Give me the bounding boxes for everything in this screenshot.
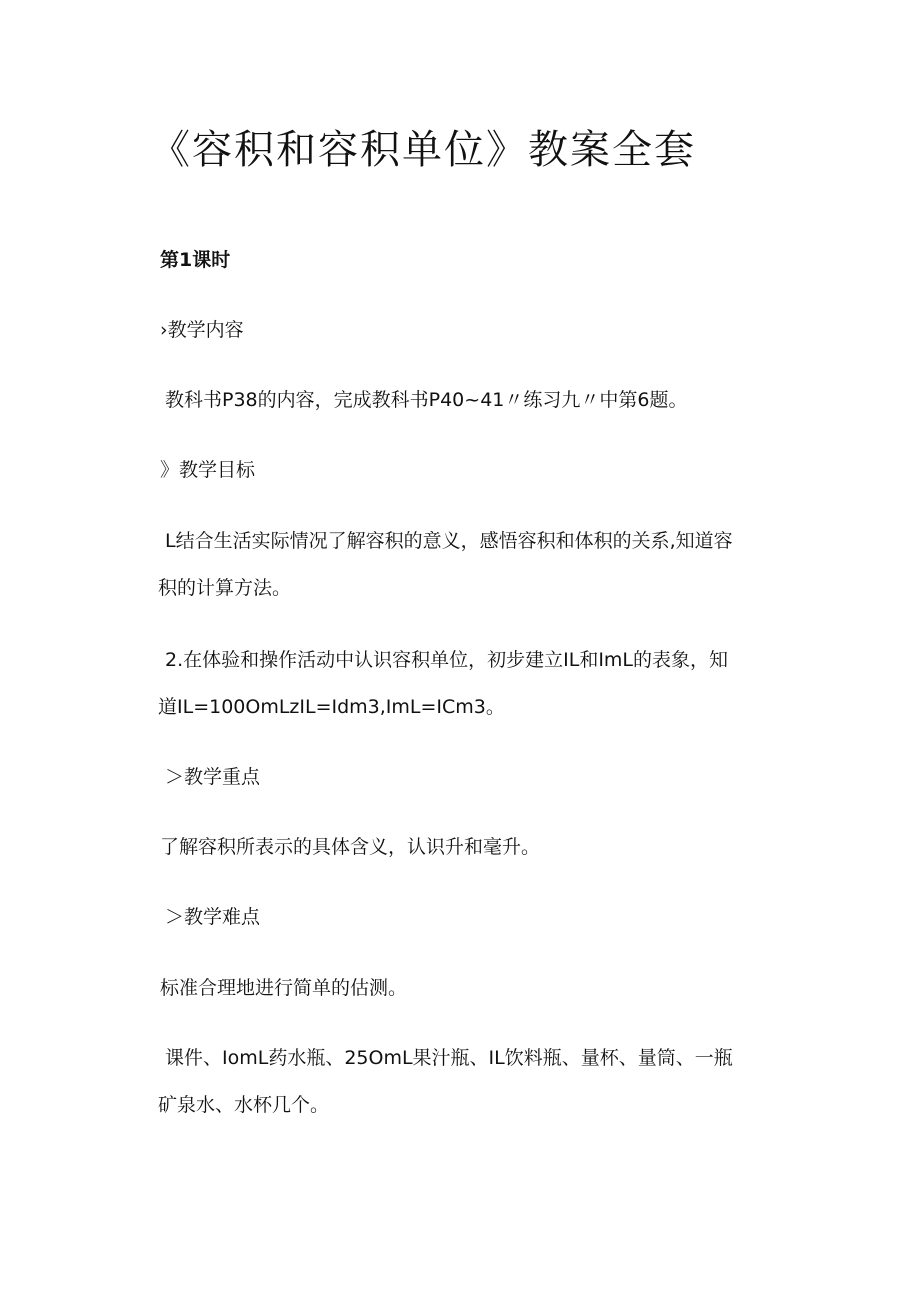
goals-heading: 》教学目标	[160, 459, 256, 481]
difficulty-heading: ＞教学难点	[165, 906, 261, 928]
key-points-text: 了解容积所表示的具体含义，认识升和毫升。	[160, 836, 541, 858]
document-title: 《容积和容积单位》教案全套	[150, 127, 696, 173]
content-text: 教科书P38的内容，完成教科书P40~41〃练习九〃中第6题。	[165, 389, 688, 411]
materials-line-1: 课件、IomL药水瓶、25OmL果汁瓶、IL饮料瓶、量杯、量筒、一瓶	[165, 1047, 733, 1069]
difficulty-text: 标准合理地进行简单的估测。	[160, 977, 408, 999]
goal-1-line-1: L结合生活实际情况了解容积的意义，感悟容积和体积的关系,知道容	[165, 530, 733, 552]
goal-2-line-1: 2.在体验和操作活动中认识容积单位，初步建立IL和ImL的表象，知	[165, 649, 729, 671]
content-heading: ›教学内容	[160, 319, 244, 341]
goal-1-line-2: 积的计算方法。	[158, 577, 292, 599]
key-points-heading: ＞教学重点	[165, 766, 261, 788]
materials-line-2: 矿泉水、水杯几个。	[158, 1094, 330, 1116]
lesson-heading: 第1课时	[160, 249, 231, 271]
goal-2-line-2: 道IL=100OmLzIL=Idm3,ImL=ICm3。	[158, 696, 505, 718]
